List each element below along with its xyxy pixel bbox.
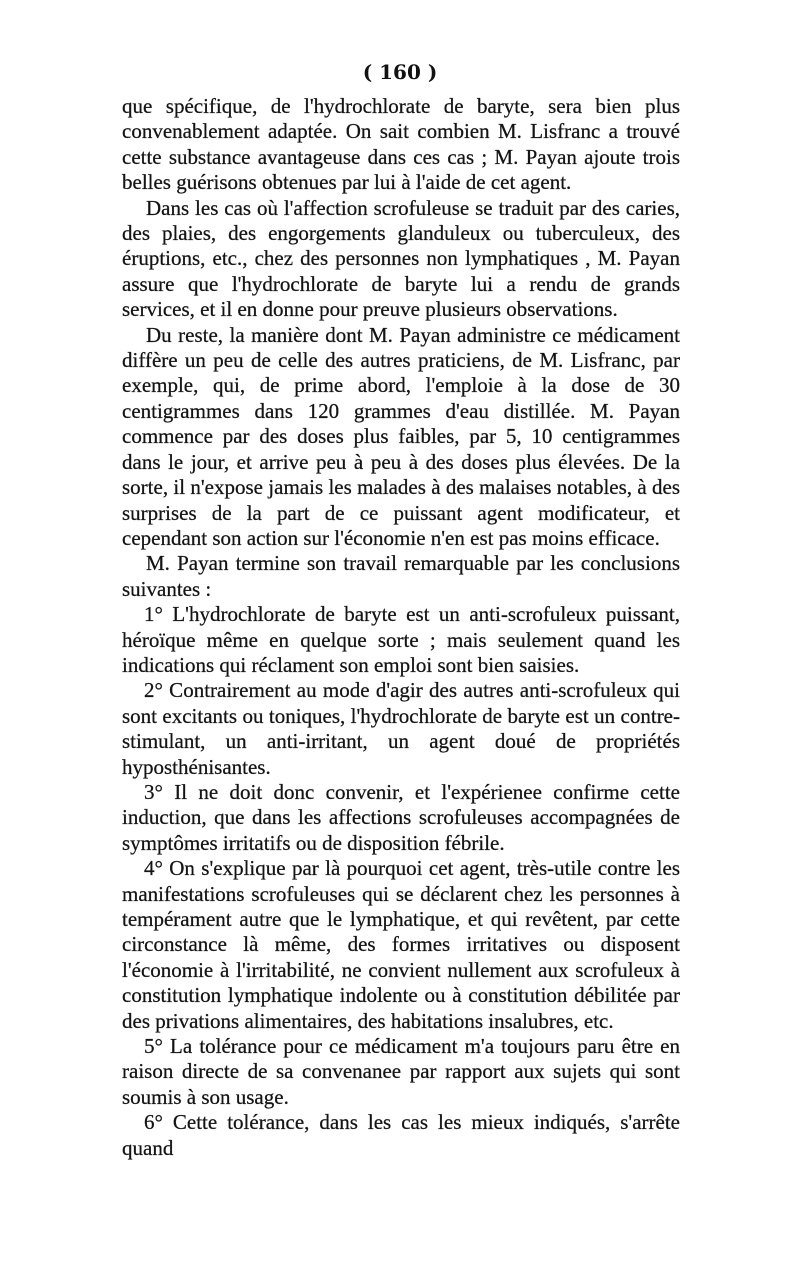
conclusion-item: 4° On s'explique par là pourquoi cet agent, très-utile contre les manifestations scrofuleuses qui se déclarent chez les personnes à tempérament autre que le lymphatique, et qui revêtent, par cette circonstance là même, des formes irritatives ou disposent l'économie à l'irritabilité, ne convient nullement aux scrofuleux à constitution lymphatique indolente ou à constitution débilitée par des privations alimentaires, des habitations insalubres, etc. bbox=[122, 856, 680, 1033]
conclusion-item: 2° Contrairement au mode d'agir des autres anti-scrofuleux qui sont excitants ou toniques, l'hydrochlorate de baryte est un contre-stimulant, un anti-irritant, un agent doué de propriétés hyposthénisantes. bbox=[122, 678, 680, 779]
paragraph: Dans les cas où l'affection scrofuleuse se traduit par des caries, des plaies, des engorgements glanduleux ou tuberculeux, des éruptions, etc., chez des personnes non lymphatiques , M. Payan assure que l'hydrochlorate de baryte lui a rendu de grands services, et il en donne pour preuve plusieurs observations. bbox=[122, 195, 680, 322]
paragraph: que spécifique, de l'hydrochlorate de baryte, sera bien plus convenablement adaptée. On sait combien M. Lisfranc a trouvé cette substance avantageuse dans ces cas ; M. Payan ajoute trois belles guérisons obtenues par lui à l'aide de cet agent. bbox=[122, 94, 680, 195]
conclusion-item: 1° L'hydrochlorate de baryte est un anti-scrofuleux puissant, héroïque même en quelque sorte ; mais seulement quand les indications qui réclament son emploi sont bien saisies. bbox=[122, 602, 680, 677]
body-text bbox=[122, 94, 680, 1161]
paragraph: Du reste, la manière dont M. Payan administre ce médicament diffère un peu de celle des autres praticiens, de M. Lisfranc, par exemple, qui, de prime abord, l'emploie à la dose de 30 centigrammes dans 120 grammes d'eau distillée. M. Payan commence par des doses plus faibles, par 5, 10 centigrammes dans le jour, et arrive peu à peu à des doses plus élevées. De la sorte, il n'expose jamais les malades à des malaises notables, à des surprises de la part de ce puissant agent modificateur, et cependant son action sur l'économie n'en est pas moins efficace. bbox=[122, 322, 680, 550]
conclusion-item: 3° Il ne doit donc convenir, et l'expérienee confirme cette induction, que dans les affections scrofuleuses accompagnées de symptômes irritatifs ou de disposition fébrile. bbox=[122, 779, 680, 855]
paragraph: M. Payan termine son travail remarquable par les conclusions suivantes : bbox=[122, 551, 680, 601]
conclusion-item: 5° La tolérance pour ce médicament m'a toujours paru être en raison directe de sa convenanee par rapport aux sujets qui sont soumis à son usage. bbox=[122, 1034, 680, 1109]
page-number: ( 160 ) bbox=[362, 60, 438, 84]
conclusion-item: 6° Cette tolérance, dans les cas les mieux indiqués, s'arrête quand bbox=[122, 1110, 680, 1160]
